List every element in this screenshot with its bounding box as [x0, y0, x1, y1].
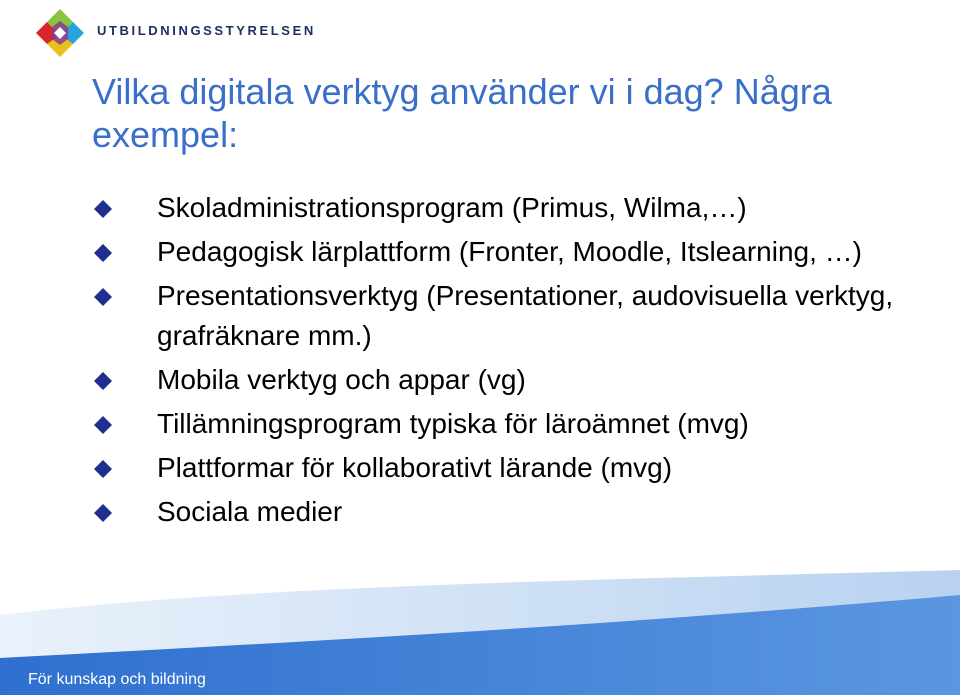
bullet-text: Pedagogisk lärplattform (Fronter, Moodle, Itslearning, …)	[157, 236, 862, 267]
bullet-text: Plattformar för kollaborativt lärande (mvg)	[157, 452, 673, 483]
bullet-item	[0, 188, 940, 228]
bullet-list	[0, 188, 940, 536]
bullet-text: Presentationsverktyg (Presentationer, audovisuella verktyg, grafräknare mm.)	[157, 280, 894, 351]
diamond-bullet-icon	[93, 503, 113, 523]
bullet-text: Mobila verktyg och appar (vg)	[157, 364, 526, 395]
footer-tagline: För kunskap och bildning	[28, 671, 206, 688]
bullet-item	[0, 276, 940, 356]
bullet-text: Skoladministrationsprogram (Primus, Wilma,…)	[157, 192, 747, 223]
diamond-bullet-icon	[93, 287, 113, 307]
diamond-bullet-icon	[93, 199, 113, 219]
colored-diamond-logo-icon	[32, 5, 88, 61]
bullet-item	[0, 232, 940, 272]
bullet-item	[0, 360, 940, 400]
diamond-bullet-icon	[93, 371, 113, 391]
bullet-text: Tillämningsprogram typiska för läroämnet (mvg)	[157, 408, 749, 439]
bullet-item	[0, 448, 940, 488]
slide-title: Vilka digitala verktyg använder vi i dag? Några exempel:	[92, 71, 832, 155]
bullet-item	[0, 492, 940, 532]
organization-name: UTBILDNINGSSTYRELSEN	[97, 23, 316, 38]
bullet-text: Sociala medier	[157, 496, 343, 527]
diamond-bullet-icon	[93, 459, 113, 479]
diamond-bullet-icon	[93, 243, 113, 263]
bullet-item	[0, 404, 940, 444]
diamond-bullet-icon	[93, 415, 113, 435]
